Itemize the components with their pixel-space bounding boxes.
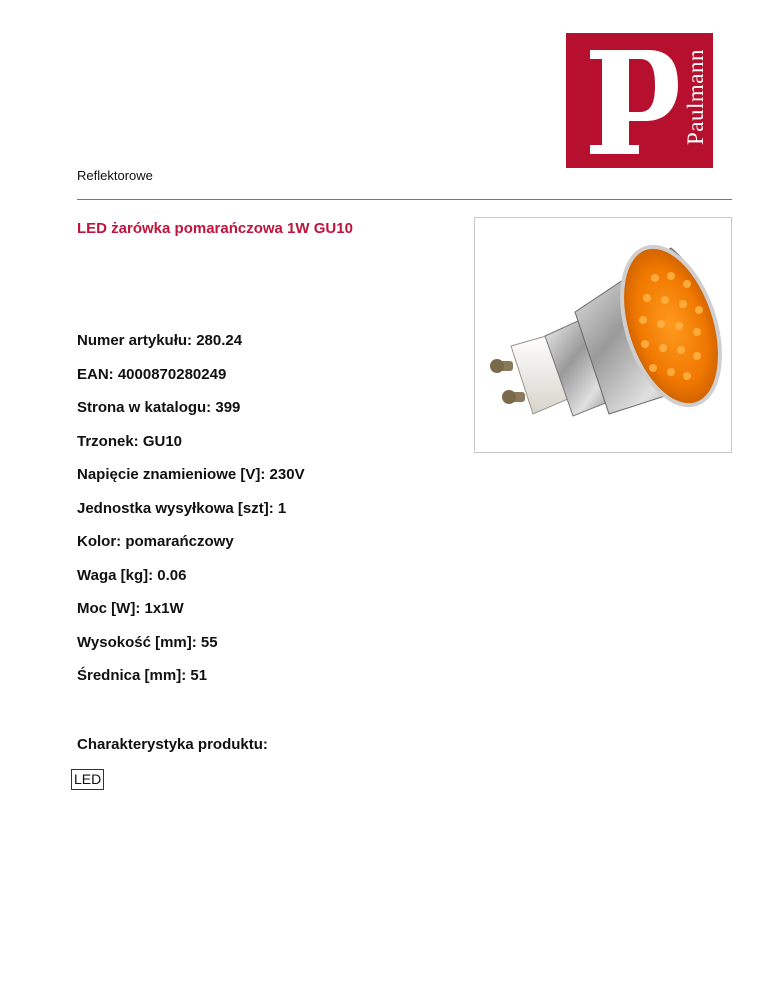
- spec-item: Moc [W]: 1x1W: [77, 600, 184, 617]
- product-photo: [474, 217, 732, 453]
- spec-item: Trzonek: GU10: [77, 432, 183, 450]
- led-feature-badge: LED: [71, 769, 104, 790]
- paulmann-logo: [566, 33, 713, 168]
- category-label: Reflektorowe: [77, 168, 153, 183]
- spec-item: Numer artykułu: 280.24: [77, 332, 243, 349]
- led-bulb-gu10-icon: [475, 218, 731, 452]
- spec-item: Jednostka wysyłkowa [szt]: 1: [77, 499, 287, 517]
- spec-item: Kolor: pomarańczowy: [77, 533, 234, 550]
- spec-list: [77, 332, 305, 701]
- spec-item: Napięcie znamieniowe [V]: 230V: [77, 466, 305, 483]
- features-title: Charakterystyka produktu:: [77, 736, 268, 753]
- spec-item: Średnica [mm]: 51: [77, 667, 208, 684]
- spec-item: Waga [kg]: 0.06: [77, 566, 187, 584]
- spec-item: Strona w katalogu: 399: [77, 399, 241, 416]
- divider: [77, 199, 732, 200]
- spec-item: Wysokość [mm]: 55: [77, 633, 218, 651]
- logo-wordmark: Paulmann: [683, 49, 708, 145]
- product-title: LED żarówka pomarańczowa 1W GU10: [77, 220, 353, 237]
- spec-item: EAN: 4000870280249: [77, 365, 227, 383]
